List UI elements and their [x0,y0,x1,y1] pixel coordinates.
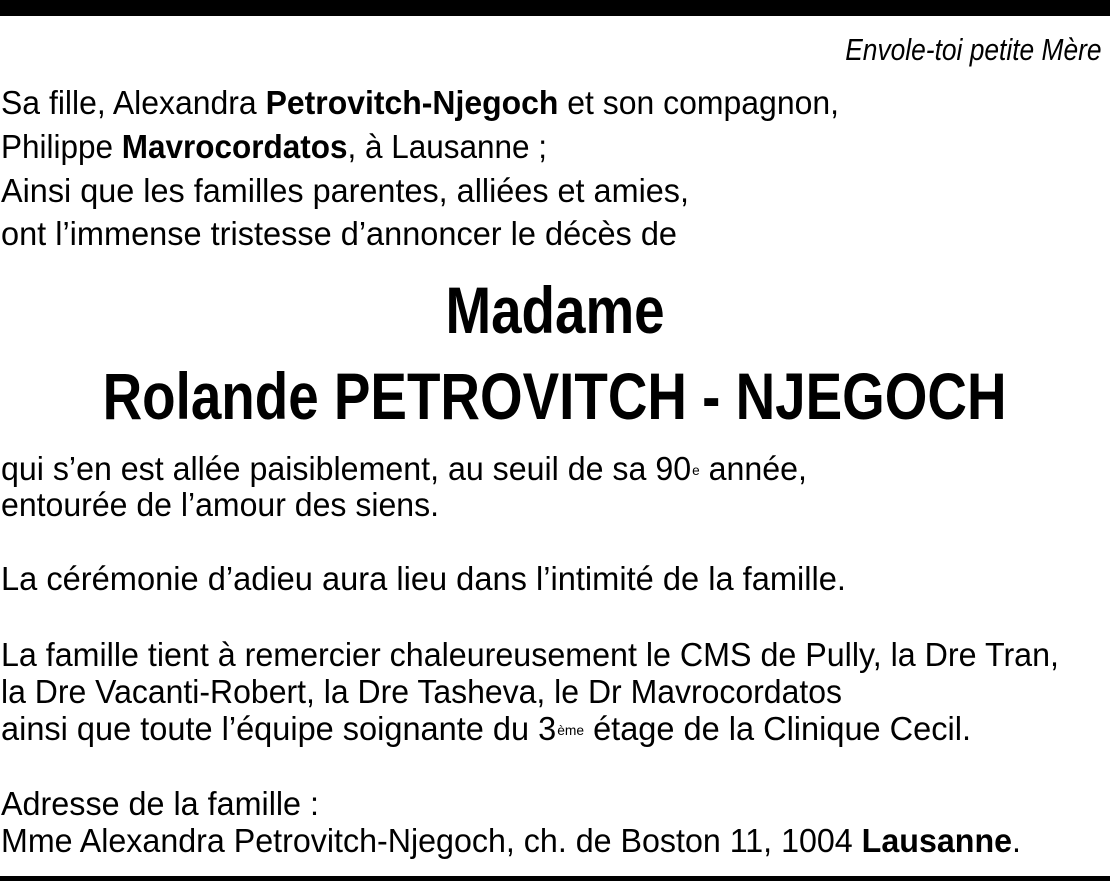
ordinal-suffix: e [692,462,700,478]
address-line: Mme Alexandra Petrovitch-Njegoch, ch. de Boston 11, 1004 Lausanne. [1,822,1021,859]
bottom-border-rule [0,876,1110,881]
deceased-name: Rolande PETROVITCH - NJEGOCH [103,359,1007,433]
thanks-line-2: la Dre Vacanti-Robert, la Dre Tasheva, le Dr Mavrocordatos [1,673,842,710]
floor-ordinal-suffix: ème [557,722,585,738]
motto: Envole-toi petite Mère [845,32,1102,67]
intro-line-3: Ainsi que les familles parentes, alliées et amies, [1,172,689,209]
intro-line-4: ont l’immense tristesse d’annoncer le décès de [1,215,677,252]
passing-line-1: qui s’en est allée paisiblement, au seuil de sa 90e année, [1,450,807,487]
thanks-line-3: ainsi que toute l’équipe soignante du 3ème étage de la Clinique Cecil. [1,710,971,747]
ceremony-line: La cérémonie d’adieu aura lieu dans l’intimité de la famille. [1,560,846,597]
city-lausanne: Lausanne [861,822,1013,859]
surname-petrovitch-njegoch: Petrovitch-Njegoch [265,84,559,121]
thanks-line-1: La famille tient à remercier chaleureusement le CMS de Pully, la Dre Tran, [1,636,1059,673]
intro-line-1: Sa fille, Alexandra Petrovitch-Njegoch et son compagnon, [1,84,839,121]
intro-line-2: Philippe Mavrocordatos, à Lausanne ; [1,128,547,165]
top-border-rule [0,0,1110,16]
address-label: Adresse de la famille : [1,785,319,822]
deceased-title: Madame [445,273,665,347]
surname-mavrocordatos: Mavrocordatos [121,128,348,165]
passing-line-2: entourée de l’amour des siens. [1,486,439,523]
